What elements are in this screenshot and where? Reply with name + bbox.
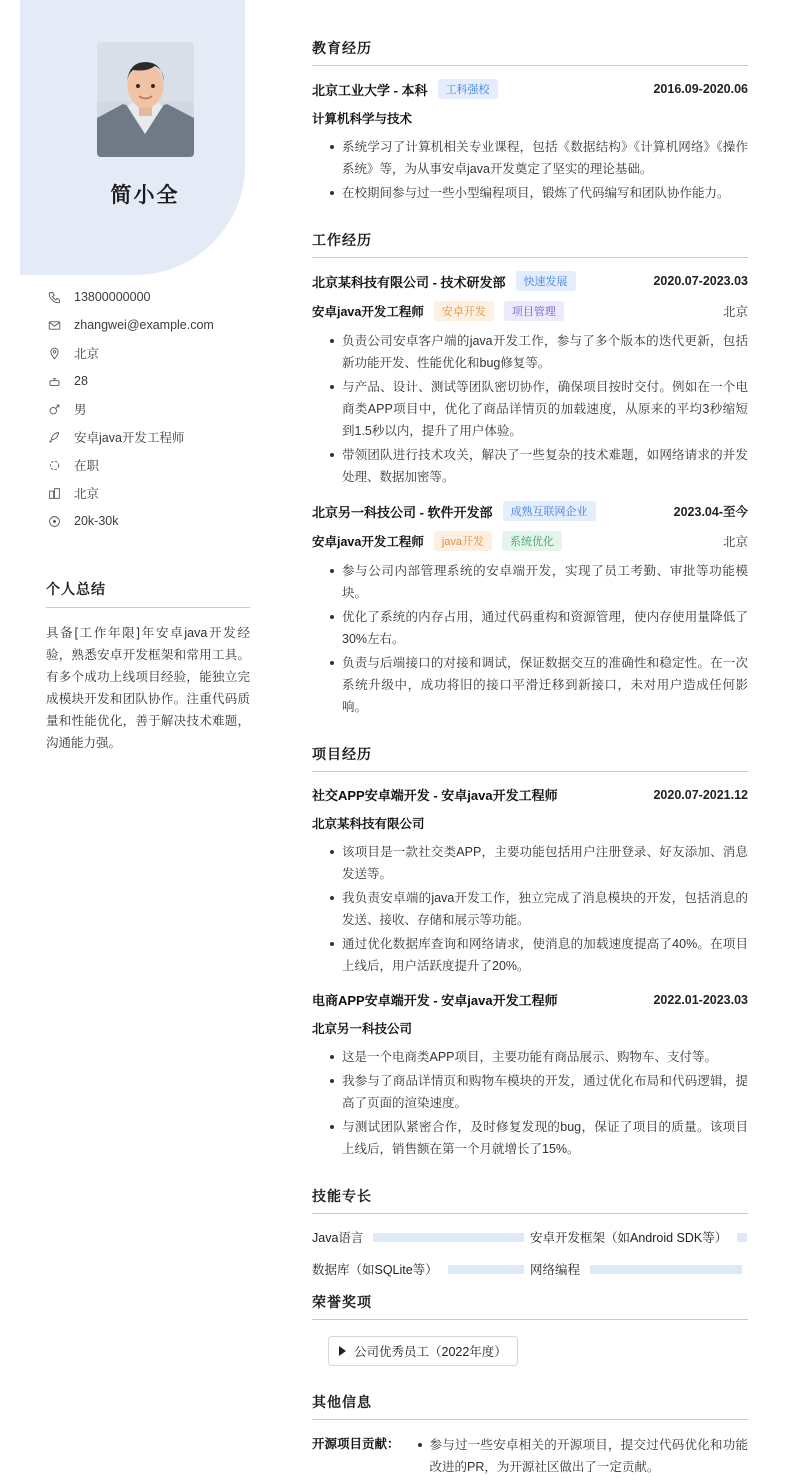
work-item [312, 271, 748, 488]
contact-item-city [48, 479, 290, 507]
work-role: 安卓java开发工程师 [312, 535, 424, 549]
education-date: 2016.09-2020.06 [653, 82, 748, 96]
education-bullets [312, 136, 748, 204]
summary-text: 具备[工作年限]年安卓java开发经验，熟悉安卓开发框架和常用工具。有多个成功上线项目经验，能独立完成模块开发和团队协作。注重代码质量和性能优化，善于解决技术难题，沟通能力强。 [46, 626, 250, 750]
contact-list [0, 283, 290, 535]
work-role-tag: 项目管理 [504, 301, 564, 321]
contact-item-email [48, 311, 290, 339]
section-title-projects: 项目经历 [312, 744, 748, 772]
play-triangle-icon [339, 1346, 346, 1356]
work-location: 北京 [722, 535, 748, 549]
skills-grid [312, 1228, 748, 1292]
project-bullets [312, 841, 748, 977]
list-item: 带领团队进行技术攻关，解决了一些复杂的技术难题，如网络请求的并发处理、数据加密等。 [330, 444, 748, 488]
project-name: 电商APP安卓端开发 - 安卓java开发工程师 [312, 993, 558, 1008]
contact-item-phone [48, 283, 290, 311]
skill-level-bar [737, 1233, 747, 1242]
work-bullets [312, 330, 748, 488]
skill-level-bar [373, 1233, 524, 1242]
contact-value: 男 [74, 403, 87, 417]
contact-value: 北京 [74, 347, 100, 361]
list-item: 参与过一些安卓相关的开源项目，提交过代码优化和功能改进的PR，为开源社区做出了一定贡献。 [418, 1434, 748, 1478]
location-icon [48, 347, 66, 360]
city-icon [48, 487, 66, 500]
candidate-name: 简小全 [110, 184, 180, 207]
list-item: 我参与了商品详情页和购物车模块的开发，通过优化布局和代码逻辑，提高了页面的渲染速度。 [330, 1070, 748, 1114]
other-bullets [400, 1434, 748, 1478]
project-company: 北京某科技有限公司 [312, 817, 425, 831]
other-label: 开源项目贡献： [312, 1437, 400, 1451]
skill-level-bar [448, 1265, 524, 1274]
summary-section [0, 579, 290, 754]
list-item: 在校期间参与过一些小型编程项目，锻炼了代码编写和团队协作能力。 [330, 182, 748, 204]
status-icon [48, 459, 66, 472]
contact-value: 28 [74, 374, 88, 388]
contact-item-salary [48, 507, 290, 535]
work-bullets [312, 560, 748, 718]
list-item: 这是一个电商类APP项目，主要功能有商品展示、购物车、支付等。 [330, 1046, 748, 1068]
project-item [312, 785, 748, 977]
mail-icon [48, 319, 66, 332]
section-title-education: 教育经历 [312, 38, 748, 66]
summary-title: 个人总结 [46, 579, 250, 608]
education-major: 计算机科学与技术 [312, 112, 413, 126]
work-company: 北京另一科技公司 - 软件开发部 [312, 504, 493, 520]
salary-icon [48, 515, 66, 528]
work-location: 北京 [722, 305, 748, 319]
project-bullets [312, 1046, 748, 1160]
project-date: 2022.01-2023.03 [653, 992, 748, 1007]
work-company: 北京某科技有限公司 - 技术研发部 [312, 274, 506, 290]
skill-item [312, 1260, 530, 1278]
education-school: 北京工业大学 - 本科 [312, 82, 428, 98]
portrait-photo-icon [97, 42, 194, 157]
list-item: 参与公司内部管理系统的安卓端开发，实现了员工考勤、审批等功能模块。 [330, 560, 748, 604]
honor-label: 公司优秀员工（2022年度） [354, 1345, 507, 1359]
work-role-tag: 系统优化 [502, 531, 562, 551]
skill-label: 安卓开发框架（如Android SDK等） [530, 1231, 728, 1245]
honor-item[interactable] [328, 1336, 518, 1366]
contact-item-age [48, 367, 290, 395]
contact-item-location [48, 339, 290, 367]
skill-item [530, 1260, 748, 1278]
work-role-tag: 安卓开发 [434, 301, 494, 321]
list-item: 负责与后端接口的对接和调试，保证数据交互的准确性和稳定性。在一次系统升级中，成功将旧的接口平滑迁移到新接口，未对用户造成任何影响。 [330, 652, 748, 718]
project-name: 社交APP安卓端开发 - 安卓java开发工程师 [312, 788, 558, 803]
contact-item-position [48, 423, 290, 451]
education-tag: 工科强校 [438, 79, 498, 99]
work-item [312, 501, 748, 718]
skill-item [530, 1228, 748, 1246]
contact-value: 20k-30k [74, 514, 119, 528]
work-role-tag: java开发 [434, 531, 492, 551]
contact-value: zhangwei@example.com [74, 318, 214, 332]
gender-icon [48, 403, 66, 416]
phone-icon [48, 291, 66, 304]
other-info-row [312, 1434, 748, 1480]
work-date: 2020.07-2023.03 [653, 274, 748, 288]
list-item: 该项目是一款社交类APP，主要功能包括用户注册登录、好友添加、消息发送等。 [330, 841, 748, 885]
section-title-skills: 技能专长 [312, 1186, 748, 1214]
contact-item-gender [48, 395, 290, 423]
section-title-other: 其他信息 [312, 1392, 748, 1420]
contact-value: 北京 [74, 487, 100, 501]
list-item: 系统学习了计算机相关专业课程，包括《数据结构》《计算机网络》《操作系统》等，为从事安卓java开发奠定了坚实的理论基础。 [330, 136, 748, 180]
project-item [312, 990, 748, 1160]
contact-value: 安卓java开发工程师 [74, 431, 185, 445]
list-item: 通过优化数据库查询和网络请求，使消息的加载速度提高了40%。在项目上线后，用户活跃度提升了20%。 [330, 933, 748, 977]
education-item [312, 79, 748, 204]
work-date: 2023.04-至今 [673, 505, 748, 519]
contact-value: 13800000000 [74, 290, 151, 304]
avatar [97, 42, 194, 157]
list-item: 与产品、设计、测试等团队密切协作，确保项目按时交付。例如在一个电商类APP项目中，优化了商品详情页的加载速度，从原来的平均3秒缩短到1.5秒以内，提升了用户体验。 [330, 376, 748, 442]
skill-label: Java语言 [312, 1231, 364, 1245]
cake-icon [48, 375, 66, 388]
work-role: 安卓java开发工程师 [312, 305, 424, 319]
list-item: 与测试团队紧密合作，及时修复发现的bug，保证了项目的质量。该项目上线后，销售额在第一个月就增长了15%。 [330, 1116, 748, 1160]
sidebar [0, 0, 290, 1374]
contact-item-status [48, 451, 290, 479]
work-tag: 快速发展 [516, 271, 576, 291]
project-date: 2020.07-2021.12 [653, 787, 748, 802]
list-item: 我负责安卓端的java开发工作，独立完成了消息模块的开发，包括消息的发送、接收、存储和展示等功能。 [330, 887, 748, 931]
skill-label: 数据库（如SQLite等） [312, 1263, 438, 1277]
main-content [290, 0, 794, 1474]
section-title-honors: 荣誉奖项 [312, 1292, 748, 1320]
skill-item [312, 1228, 530, 1246]
project-company: 北京另一科技公司 [312, 1022, 413, 1036]
contact-value: 在职 [74, 459, 100, 473]
list-item: 优化了系统的内存占用，通过代码重构和资源管理，使内存使用量降低了30%左右。 [330, 606, 748, 650]
section-title-work: 工作经历 [312, 230, 748, 258]
list-item: 负责公司安卓客户端的java开发工作，参与了多个版本的迭代更新，包括新功能开发、性能优化和bug修复等。 [330, 330, 748, 374]
skill-label: 网络编程 [530, 1263, 581, 1277]
skill-level-bar [590, 1265, 742, 1274]
work-tag: 成熟互联网企业 [503, 501, 596, 521]
rocket-icon [48, 431, 66, 444]
